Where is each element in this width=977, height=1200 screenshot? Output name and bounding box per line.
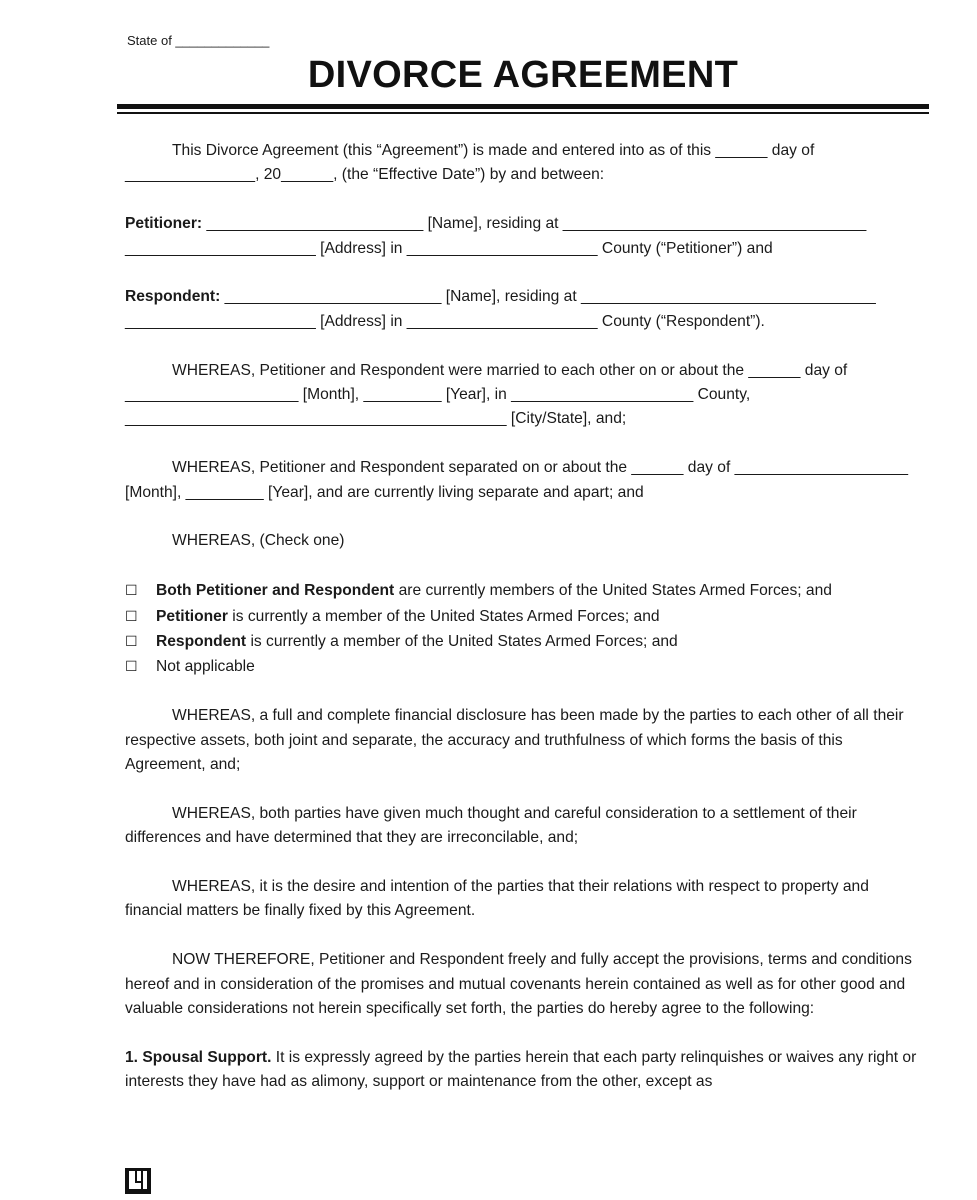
checkbox-icon[interactable]: ☐: [125, 582, 138, 599]
checklist-item[interactable]: [125, 604, 920, 629]
checklist-item-rest: is currently a member of the United States Armed Forces; and: [246, 633, 678, 651]
checkbox-icon[interactable]: ☐: [125, 633, 138, 650]
petitioner-paragraph: [125, 212, 920, 261]
checklist-item-text: [156, 605, 660, 629]
whereas-differences-paragraph: WHEREAS, both parties have given much thought and careful consideration to a settlement of their differences and have determined that they are irreconcilable, and;: [125, 804, 857, 847]
whereas-separated-paragraph: WHEREAS, Petitioner and Respondent separated on or about the ______ day of ____________________ [Month], _________ [Year], and are currently living separate and apart; and: [125, 459, 909, 501]
respondent-label: Respondent:: [125, 288, 221, 306]
document-body: [125, 139, 920, 1119]
whereas-disclosure-paragraph: WHEREAS, a full and complete financial disclosure has been made by the parties to each other of all their respective assets, both joint and separate, the accuracy and truthfulness of which forms the basis of this Agreement, and;: [125, 707, 904, 774]
section-text: It is expressly agreed by the parties herein that each party relinquishes or waives any right or interests they have had as alimony, support or maintenance from the other, except as: [125, 1048, 917, 1091]
section-spousal-support: [125, 1046, 920, 1095]
checklist-item-text: [156, 579, 832, 603]
whereas-married-paragraph: WHEREAS, Petitioner and Respondent were married to each other on or about the ______ day of ____________________ [Month], _________ [Year], in _____________________ County, ____________________________________________ [City/State], and;: [125, 361, 848, 428]
checklist-item-text: [156, 630, 678, 654]
petitioner-label: Petitioner:: [125, 215, 203, 233]
checklist-item-bold: Petitioner: [156, 607, 228, 625]
checkbox-icon[interactable]: ☐: [125, 658, 138, 675]
checklist-item-rest: is currently a member of the United States Armed Forces; and: [227, 607, 660, 625]
section-heading: 1. Spousal Support.: [125, 1048, 272, 1066]
respondent-text: _________________________ [Name], residing at __________________________________ ______________________ [Address] in ______________________ County (“Respondent”).: [125, 288, 876, 330]
intro-paragraph: This Divorce Agreement (this “Agreement”) is made and entered into as of this ______ day of _______________, 20______, (the “Effective Date”) by and between:: [125, 142, 815, 184]
checklist-item-rest: are currently members of the United States Armed Forces; and: [394, 582, 832, 600]
title-rule-thick: [117, 104, 929, 109]
legal-templates-logo-icon: [125, 1168, 151, 1194]
title-rule-thin: [117, 112, 929, 114]
whereas-desire-paragraph: WHEREAS, it is the desire and intention of the parties that their relations with respect to property and financial matters be finally fixed by this Agreement.: [125, 878, 869, 920]
checklist-item-bold: Respondent: [156, 633, 247, 651]
checklist-item-bold: Both Petitioner and Respondent: [156, 582, 395, 600]
now-therefore-paragraph: NOW THEREFORE, Petitioner and Respondent freely and fully accept the provisions, terms and conditions hereof and in consideration of the promises and mutual covenants herein contained as well as for other good and valuable considerations not herein specifically set forth, the parties do hereby agree to the following:: [125, 951, 912, 1018]
checklist-item-rest: Not applicable: [156, 658, 255, 676]
checklist-item[interactable]: [125, 629, 920, 654]
checkbox-icon[interactable]: ☐: [125, 607, 138, 624]
checklist-item[interactable]: [125, 654, 920, 679]
military-status-checklist: [125, 578, 920, 680]
checklist-item-text: [156, 655, 255, 679]
checklist-item[interactable]: [125, 578, 920, 603]
respondent-paragraph: [125, 285, 920, 334]
whereas-check-paragraph: WHEREAS, (Check one): [172, 532, 345, 550]
petitioner-text: _________________________ [Name], residing at ___________________________________ ______________________ [Address] in ______________________ County (“Petitioner”) and: [125, 215, 867, 257]
state-of-line: State of _____________: [127, 33, 270, 48]
page-title: DIVORCE AGREEMENT: [307, 54, 739, 96]
